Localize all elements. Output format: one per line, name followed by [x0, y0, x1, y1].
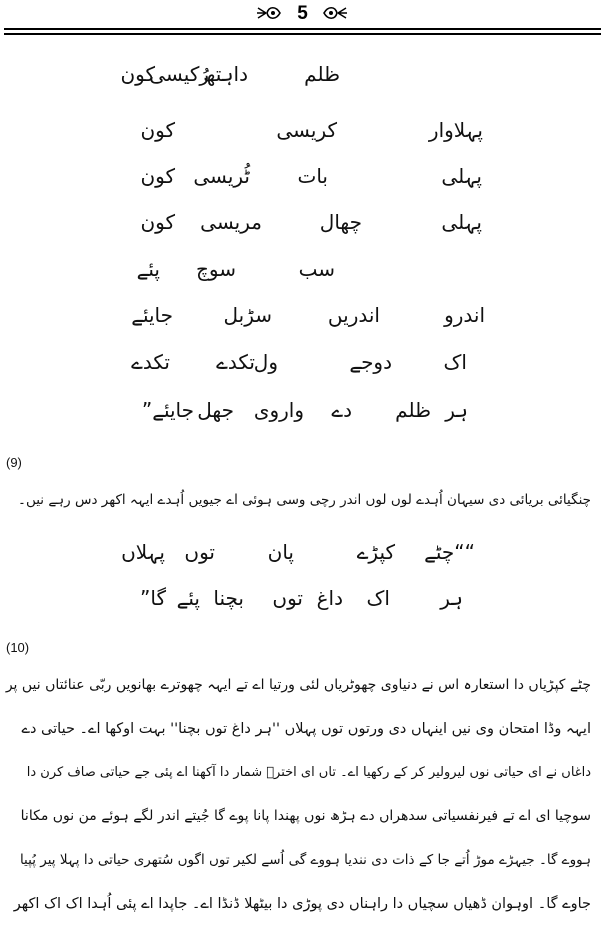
poem-line: [0, 350, 605, 390]
word: داہتھ: [203, 62, 248, 86]
header-rule-bottom: [4, 33, 601, 35]
page-number: 5: [297, 3, 308, 24]
word: ہر: [440, 586, 463, 610]
word: ول: [253, 350, 278, 374]
prose-line: چٹے کپڑیاں دا استعارہ اس نے دنیاوی چھوٹریاں لئی ورتیا اے تے ایہہ چھوترے بھانویں ربّی عنائتاں نیں پر: [5, 677, 591, 693]
word: جھل: [197, 398, 234, 422]
word: ٹُریسی: [193, 164, 250, 188]
word: کریسی: [276, 118, 337, 142]
prose-line: چنگیائی بریائی دی سیہان اُہدے لوں لوں اندر رچی وسی ہوئی اے جیویں اُہدے ایہہ اکھر دس رہے نیں۔: [18, 492, 591, 508]
word: پہلی: [441, 164, 482, 188]
poem-line: [0, 303, 605, 343]
section-marker: (9): [6, 455, 22, 470]
word: ظلم: [304, 62, 340, 86]
section-marker: (10): [6, 640, 30, 655]
word: جایئے: [131, 303, 173, 327]
word: اندریں: [327, 303, 380, 327]
prose-line: ایہہ وڈا امتحان وی نیں اینہاں دی ورتوں توں پہلاں ''ہر داغ توں بچنا'' بہت اوکھا اے۔ حیاتی دے: [21, 721, 591, 737]
word: توں: [184, 540, 215, 564]
word: رُکیسی: [149, 62, 209, 86]
poem-line: [0, 62, 605, 102]
word: ہر: [445, 398, 468, 422]
header-rule-top: [4, 28, 601, 30]
word: سب: [298, 257, 335, 281]
word: اک: [443, 350, 467, 374]
poem-line: [0, 164, 605, 204]
word: اندرو: [444, 303, 485, 327]
word: داغ: [316, 586, 343, 610]
word: تکدے: [131, 350, 170, 374]
word: ““چٹے: [424, 540, 475, 564]
quote-line: [0, 540, 605, 580]
word: پان: [267, 540, 294, 564]
poem-line: [0, 118, 605, 158]
word: کون: [140, 118, 175, 142]
word: سڑبل: [223, 303, 272, 327]
word: دوجے: [349, 350, 392, 374]
word: اک: [366, 586, 390, 610]
word: پہلاوار: [428, 118, 483, 142]
word: سوچ: [196, 257, 236, 281]
prose-line: جاوے گا۔ اوہوان ڈھیاں سچیاں دا راہناں دی پوڑی دا بیٹھلا ڈنڈا اے۔ جاپدا اے پئی اُہدا اک اک اکھر: [13, 896, 591, 912]
word: توں: [272, 586, 303, 610]
word: بات: [297, 164, 328, 188]
word: کون: [140, 210, 175, 234]
prose-line: داغاں نے ای حیاتی نوں لیرولیر کر کے رکھیا اے۔ تاں ای اخترؔ شمار دا آکھنا اے پئی جے حیاتی صاف کرن دا: [26, 765, 591, 780]
word: بچنا: [213, 586, 244, 610]
word: واروی: [253, 398, 304, 422]
word: چھال: [319, 210, 362, 234]
page-header: [0, 0, 605, 40]
prose-line: ہووے گا۔ جیہڑے موڑ اُتے جا کے ذات دی نندیا ہووے گی اُسے لکیر توں اگوں سُتھری حیاتی دا پہلا پیر پُپیا: [19, 852, 591, 868]
poem-line: [0, 257, 605, 297]
prose-line: سوچیا ای اے تے فیرنفسیاتی سدھراں دے ہڑھ نوں پھندا پانا پوے گا جُیتے اندر لگے ہوئے من نوں مکانا: [20, 808, 591, 824]
right-ornament-icon: [322, 4, 348, 22]
word: پہلاں: [121, 540, 165, 564]
word: کون: [120, 62, 155, 86]
quote-line: [0, 586, 605, 626]
word: دے: [331, 398, 352, 422]
poem-line: [0, 210, 605, 250]
word: گا”: [140, 586, 166, 610]
word: جایئے”: [141, 398, 194, 422]
word: کون: [140, 164, 175, 188]
word: ظلم: [395, 398, 431, 422]
word: تکدے: [216, 350, 255, 374]
poem-line: [0, 398, 605, 438]
word: کپڑے: [356, 540, 395, 564]
word: پہلی: [441, 210, 482, 234]
word: پئے: [176, 586, 200, 610]
word: مریسی: [200, 210, 262, 234]
word: پئے: [136, 257, 160, 281]
